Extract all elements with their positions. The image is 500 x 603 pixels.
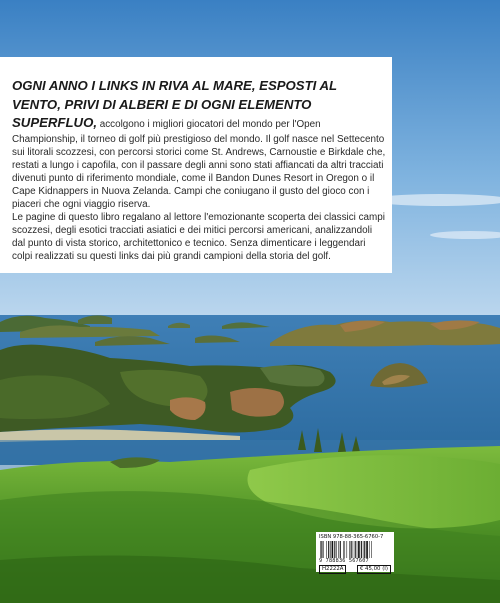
- barcode-stripe: [347, 541, 348, 558]
- description-paragraph-2: Le pagine di questo libro regalano al lettore l'emozionante scoperta dei classici campi scozzesi, degli esotici tracciati asiatici e dei mitici percorsi americani, analizzandoli dal punto di vista storico, architettonico e tecnico. Senza dimenticare i leggendari colpi realizzati su questi links dai più grandi campioni della storia del golf.: [12, 212, 385, 263]
- lead-text: OGNI ANNO I LINKS IN RIVA AL MARE, ESPOSTI AL VENTO, PRIVI DI ALBERI E DI OGNI ELEMENTO SUPERFLUO,: [12, 78, 337, 130]
- barcode-stripe: [330, 541, 331, 558]
- barcode-stripe: [349, 541, 350, 558]
- barcode-stripe: [343, 541, 344, 558]
- barcode-stripe: [355, 541, 356, 558]
- back-cover-text: [0, 57, 392, 273]
- barcode-stripe: [328, 541, 329, 558]
- barcode-stripe: [357, 541, 358, 558]
- barcode-stripe: [326, 541, 327, 558]
- price-label: € 45,00 (I): [357, 565, 391, 574]
- barcode-stripe: [364, 541, 365, 558]
- description-text-1: accolgono i migliori giocatori del mondo per l'Open Championship, il torneo di golf più prestigioso del mondo. Il golf nasce nel Settecento sui litorali scozzesi, con percorsi storici come St. Andrews, Carnoustie e Birkdale che, restati a lungo i capofila, con il passare degli anni sono stati affiancati da altri tracciati divenuti punto di riferimento mondiale, come il Bandon Dunes Resort in Oregon o il Cape Kidnappers in Nuova Zelanda. Campi che coniugano il gusto del gioco con i piaceri che ogni viaggio riserva.: [12, 119, 386, 210]
- barcode-stripe: [366, 541, 368, 558]
- barcode-stripe: [353, 541, 354, 558]
- description-paragraph-1: [12, 77, 386, 211]
- barcode-codes: [319, 565, 391, 574]
- barcode-stripe: [363, 541, 364, 558]
- barcode-stripe: [361, 541, 362, 558]
- barcode-stripe: [340, 541, 341, 558]
- barcode-bars: [319, 541, 391, 558]
- barcode-stripe: [358, 541, 360, 558]
- barcode-stripe: [332, 541, 334, 558]
- barcode-stripe: [338, 541, 339, 558]
- barcode-stripe: [320, 541, 321, 558]
- barcode-stripe: [351, 541, 352, 558]
- isbn-label: ISBN 978-88-365-6760-7: [319, 534, 384, 540]
- product-code: H2222A: [319, 565, 346, 574]
- barcode-block: [316, 532, 394, 572]
- barcode-stripe: [344, 541, 345, 558]
- barcode-stripe: [371, 541, 372, 558]
- barcode-stripe: [321, 541, 322, 558]
- barcode-stripe: [334, 541, 335, 558]
- barcode-stripe: [336, 541, 337, 558]
- barcode-stripe: [369, 541, 370, 558]
- barcode-digits: 9 788836 567607: [319, 558, 369, 564]
- barcode-stripe: [323, 541, 324, 558]
